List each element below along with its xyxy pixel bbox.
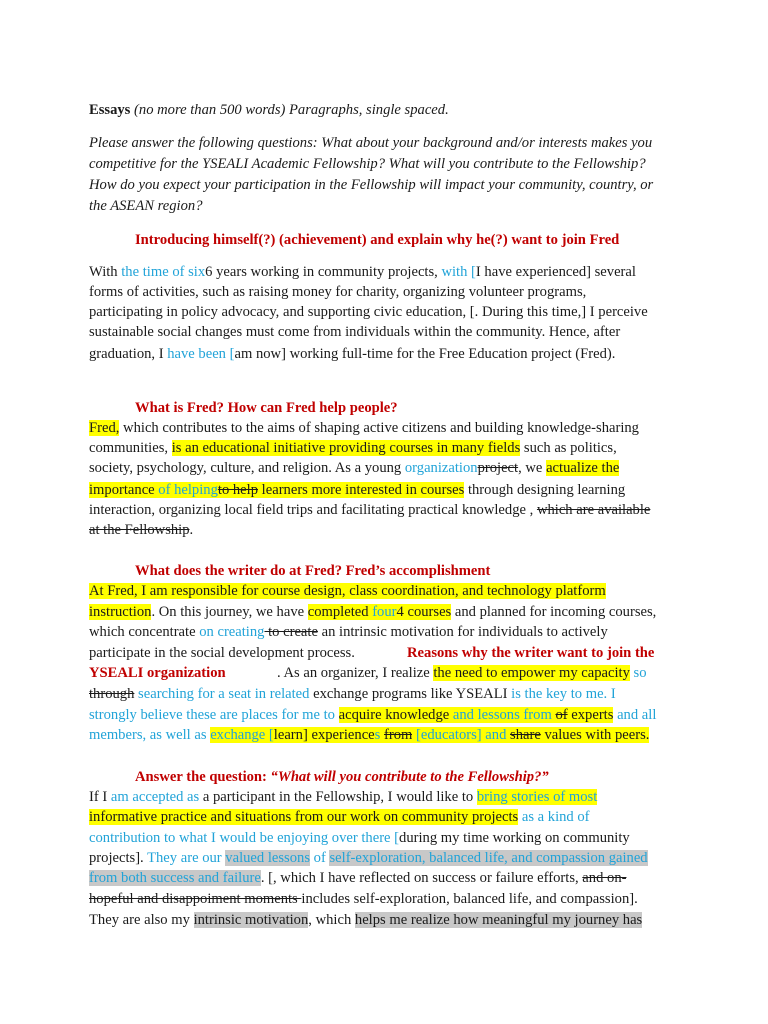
section-title-fred: What is Fred? How can Fred help people? xyxy=(135,400,398,416)
highlight-span: 4 courses xyxy=(396,604,452,620)
deleted-span: to create xyxy=(264,624,318,640)
suggestion-span: s xyxy=(374,727,384,743)
text-span: projects]. xyxy=(89,850,148,866)
deleted-span: through xyxy=(89,686,135,702)
gray-highlight-span: from both success and failure xyxy=(89,870,261,886)
text-span: interaction, organizing local field trips and facilitating practical knowledge xyxy=(89,502,526,518)
highlight-span: actualize the xyxy=(546,460,620,476)
paragraph-line xyxy=(89,344,615,364)
paragraph-line xyxy=(89,807,590,827)
text-span: exchange programs like YSEALI xyxy=(313,686,508,702)
highlight-span: informative practice and situations from our work on community projects xyxy=(89,809,519,825)
essays-label: Essays xyxy=(89,102,131,118)
deleted-span: project xyxy=(477,460,519,476)
paragraph-line xyxy=(89,500,650,520)
paragraph-line xyxy=(89,848,648,868)
highlight-span: learn] experience xyxy=(273,727,375,743)
suggestion-span: bring stories of most xyxy=(476,789,598,805)
section-title-contribute xyxy=(135,767,549,787)
text-span: graduation, I xyxy=(89,346,168,362)
text-span: an intrinsic motivation for individuals to actively xyxy=(317,624,608,640)
text-span: during my time working on community xyxy=(399,830,630,846)
section-title-reasons-cont: YSEALI organization xyxy=(89,665,226,681)
prompt-line: Please answer the following questions: What about your background and/or interests makes you xyxy=(89,135,653,151)
paragraph-line xyxy=(89,438,617,458)
paragraph-line xyxy=(89,725,649,745)
prompt-line: the ASEAN region? xyxy=(89,198,203,214)
gray-highlight-span: valued lessons xyxy=(225,850,311,866)
deleted-span: hopeful and disappoiment moments xyxy=(89,891,302,907)
paragraph-line xyxy=(89,889,638,909)
suggestion-span: , as well as xyxy=(142,727,211,743)
deleted-span: which are available xyxy=(536,502,651,518)
highlight-span: completed xyxy=(307,604,373,620)
paragraph-line xyxy=(89,705,656,725)
suggestion-span: of xyxy=(310,850,330,866)
section-title-intro: Introducing himself(?) (achievement) and explain why he(?) want to join Fred xyxy=(135,232,620,248)
paragraph-line xyxy=(89,458,619,478)
suggestion-span: searching for a seat in related xyxy=(134,686,314,702)
text-span: , which xyxy=(308,912,355,928)
suggestion-span: [educators] and xyxy=(412,727,511,743)
paragraph-line xyxy=(89,602,656,622)
suggestion-span: of helping xyxy=(158,482,218,498)
suggestion-span: so xyxy=(629,665,647,681)
highlight-span: the need to empower my capacity xyxy=(433,665,630,681)
text-span: which contributes to the aims of shaping active citizens and building knowledge-sharing xyxy=(119,420,639,436)
paragraph-line xyxy=(89,787,597,807)
highlight-span: instruction xyxy=(89,604,152,620)
text-span: . [, which I have reflected on success or failure efforts, xyxy=(260,870,583,886)
text-span: I have experienced] several xyxy=(475,264,636,280)
paragraph-line: sustainable social changes must come from individuals within the community. Hence, after xyxy=(89,324,621,340)
text-span: communities, xyxy=(89,440,172,456)
text-span: and planned for incoming courses, xyxy=(451,604,657,620)
text-span: a participant in the Fellowship, I would like to xyxy=(199,789,477,805)
paragraph-line xyxy=(89,480,625,500)
paragraph-line xyxy=(89,684,616,704)
gray-highlight-span: helps me realize how meaningful my journey has xyxy=(354,912,643,928)
deleted-span: to help xyxy=(217,482,259,498)
suggestion-span: and lessons from xyxy=(449,707,556,723)
highlight-span: is an educational initiative providing courses in many fields xyxy=(171,440,521,456)
text-span: . On this journey, we have xyxy=(151,604,308,620)
prompt-line: How do you expect your participation in the Fellowship will impact your community, country, or xyxy=(89,177,654,193)
paragraph-line xyxy=(89,520,193,540)
text-span: through designing learning xyxy=(464,482,626,498)
paragraph-line xyxy=(89,262,636,282)
deleted-span: and on- xyxy=(582,870,627,886)
paragraph-line xyxy=(89,418,639,438)
highlight-span: experts xyxy=(567,707,614,723)
gray-highlight-span: self-exploration, balanced life, and compassion gained xyxy=(329,850,648,866)
deleted-span: from xyxy=(384,727,413,743)
prompt-line: competitive for the YSEALI Academic Fellowship? What will you contribute to the Fellowship? xyxy=(89,156,646,172)
paragraph-line xyxy=(89,868,626,888)
suggestion-span: exchange [ xyxy=(210,727,274,743)
text-span: They are also my xyxy=(89,912,194,928)
suggestion-span: the time of six xyxy=(121,264,206,280)
text-span: . As an organizer, I realize xyxy=(277,665,434,681)
deleted-span: at the Fellowship xyxy=(89,522,190,538)
text-span: includes self-exploration, balanced life, and compassion]. xyxy=(301,891,638,907)
highlight-span: acquire knowledge xyxy=(338,707,450,723)
paragraph-line xyxy=(89,581,606,601)
highlight-span: At Fred, I am responsible for course design, class coordination, and technology platform xyxy=(89,583,606,599)
paragraph-line: participating in policy advocacy, and supporting civic education, [. During this time,] I perceive xyxy=(89,304,648,320)
gray-highlight-span: intrinsic motivation xyxy=(193,912,309,928)
deleted-span: share xyxy=(510,727,541,743)
text-span: society, psychology, culture, and religion. As a young xyxy=(89,460,405,476)
section-title-accomplishment: What does the writer do at Fred? Fred’s accomplishment xyxy=(135,563,491,579)
highlight-span: Fred, xyxy=(89,420,120,436)
suggestion-span: organization xyxy=(404,460,478,476)
essays-note: (no more than 500 words) Paragraphs, single spaced. xyxy=(134,102,449,118)
text-span: 6 years working in community projects, xyxy=(205,264,442,280)
suggestion-span: strongly believe these are places for me to xyxy=(89,707,339,723)
suggestion-span: am accepted as xyxy=(110,789,200,805)
text-span: such as politics, xyxy=(520,440,617,456)
suggestion-span: with [ xyxy=(441,264,476,280)
section-title-reasons: Reasons why the writer want to join the xyxy=(407,645,655,661)
paragraph-line xyxy=(277,663,647,683)
title-prefix: Answer the question: xyxy=(135,769,271,785)
highlight-span: importance xyxy=(89,482,159,498)
highlight-span: learners more interested in courses xyxy=(258,482,465,498)
suggestion-span: members xyxy=(89,727,143,743)
essays-heading xyxy=(89,100,449,120)
text-span: , xyxy=(525,502,537,518)
paragraph-line: forms of activities, such as raising money for charity, organizing volunteer programs, xyxy=(89,284,587,300)
suggestion-span: is the key to me. I xyxy=(507,686,616,702)
text-span: . xyxy=(189,522,194,538)
paragraph-line xyxy=(89,910,642,930)
suggestion-span: on creating xyxy=(199,624,265,640)
text-span: , we xyxy=(518,460,547,476)
paragraph-line: participate in the social development process. xyxy=(89,645,355,661)
suggestion-span: They are our xyxy=(147,850,226,866)
title-quote: “What will you contribute to the Fellowship?” xyxy=(270,769,549,785)
suggestion-span: contribution to what I would be enjoying over there [ xyxy=(89,830,400,846)
suggestion-span: four xyxy=(372,604,397,620)
text-span: am now] working full-time for the Free Education project (Fred). xyxy=(234,346,616,362)
suggestion-span: have been [ xyxy=(167,346,235,362)
text-span: With xyxy=(89,264,122,280)
deleted-span: of xyxy=(555,707,568,723)
text-span: which concentrate xyxy=(89,624,200,640)
paragraph-line xyxy=(89,622,608,642)
text-span: If I xyxy=(89,789,111,805)
highlight-span: values with peers. xyxy=(540,727,650,743)
paragraph-line xyxy=(89,828,630,848)
suggestion-span: as a kind of xyxy=(518,809,590,825)
suggestion-span: and all xyxy=(613,707,657,723)
